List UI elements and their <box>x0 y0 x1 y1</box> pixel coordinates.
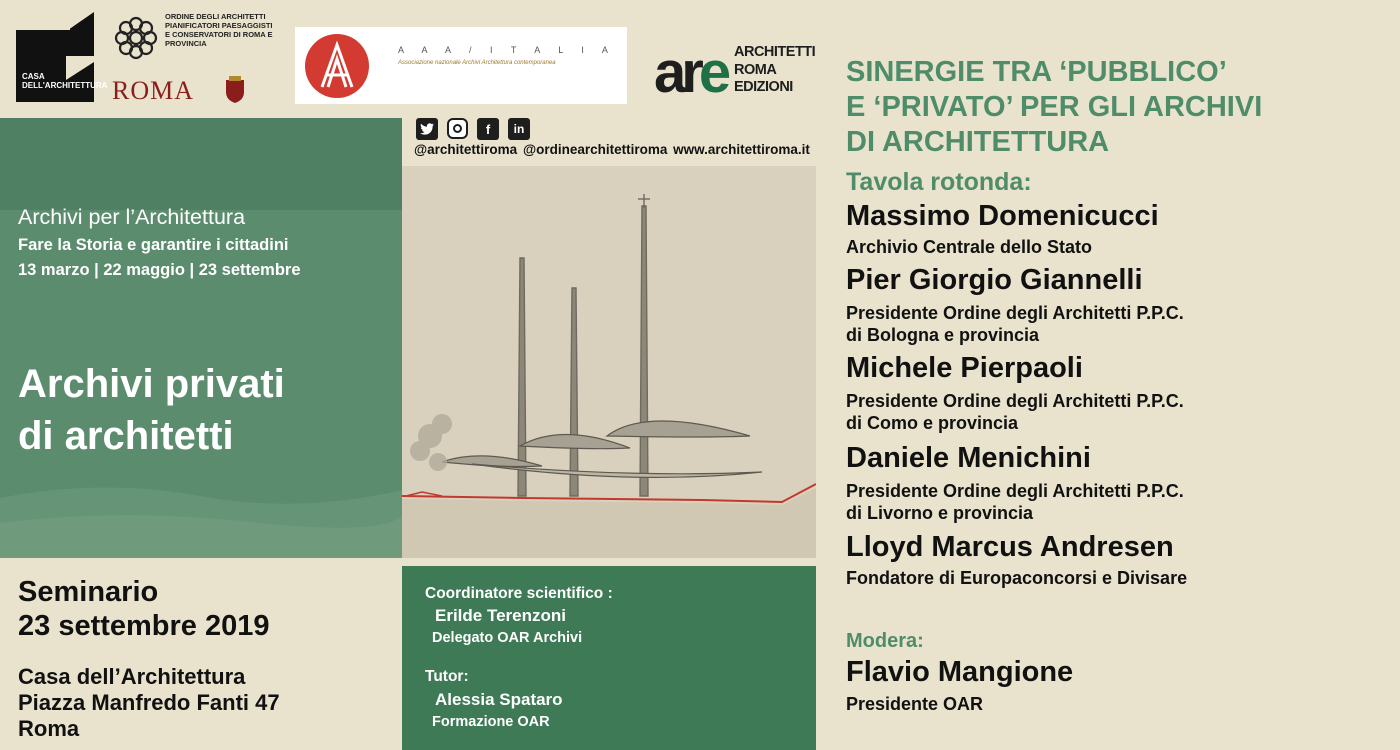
seminar-label: Seminario <box>18 576 159 608</box>
heading-line-2: E ‘PRIVATO’ PER GLI ARCHIVI <box>846 91 1263 123</box>
main-title-line-2: di architetti <box>18 414 234 458</box>
moderator-label: Modera: <box>846 630 924 652</box>
panel-wave-decoration <box>0 478 402 558</box>
moderator-name: Flavio Mangione <box>846 656 1074 688</box>
series-panel-top <box>0 118 402 210</box>
panelist-role-line: Fondatore di Europaconcorsi e Divisare <box>846 568 1188 588</box>
architectural-sketch-image <box>402 166 816 558</box>
roundtable-heading <box>846 55 1262 160</box>
series-panel <box>0 118 402 558</box>
are-edizioni-label <box>734 44 815 97</box>
coordinator-label: Coordinatore scientifico : <box>425 585 613 602</box>
tutor-name: Alessia Spataro <box>435 690 563 709</box>
panelist-role <box>846 390 1184 434</box>
main-title <box>18 358 285 462</box>
panelist-role-line: Presidente Ordine degli Architetti P.P.C. <box>846 303 1184 323</box>
panelist-name: Michele Pierpaoli <box>846 352 1083 384</box>
panelist-role <box>846 480 1184 524</box>
ordine-label: ORDINE DEGLI ARCHITETTI PIANIFICATORI PAESAGGISTI E CONSERVATORI DI ROMA E PROVINCIA <box>165 12 273 48</box>
aaa-italia-logo <box>304 33 370 99</box>
tutor-label: Tutor: <box>425 668 469 685</box>
twitter-icon[interactable] <box>416 118 438 140</box>
series-title: Archivi per l’Architettura <box>18 205 246 229</box>
are-line-1: ARCHITETTI <box>734 44 816 60</box>
main-title-line-1: Archivi privati <box>18 362 285 406</box>
aaa-italia-subtitle: Associazione nazionale Archivi Architettura contemporanea <box>398 60 556 66</box>
roma-crest-icon <box>224 76 246 104</box>
social-icons <box>416 118 530 140</box>
venue-city: Roma <box>18 716 80 741</box>
heading-line-3: DI ARCHITETTURA <box>846 126 1110 158</box>
panelist-role <box>846 236 1092 258</box>
venue-address: Piazza Manfredo Fanti 47 <box>18 690 280 715</box>
are-line-2: ROMA <box>734 61 777 78</box>
panelist-name: Lloyd Marcus Andresen <box>846 531 1174 563</box>
are-logo-e: e <box>698 40 727 105</box>
are-line-3: EDIZIONI <box>734 79 793 95</box>
venue-name: Casa dell’Architettura <box>18 664 246 689</box>
panelist-role-line: Presidente Ordine degli Architetti P.P.C. <box>846 481 1184 501</box>
seminar-date: 23 settembre 2019 <box>18 610 270 642</box>
tutor-role: Formazione OAR <box>432 714 550 730</box>
facebook-icon[interactable]: f <box>477 118 499 140</box>
coordinator-name: Erilde Terenzoni <box>435 606 566 625</box>
panelist-role <box>846 302 1184 346</box>
panelist-role-line: di Bologna e provincia <box>846 325 1040 345</box>
series-subtitle: Fare la Storia e garantire i cittadini <box>18 236 289 254</box>
panelist-name: Pier Giorgio Giannelli <box>846 264 1143 296</box>
casa-architettura-label: CASA DELL'ARCHITETTURA <box>22 72 108 90</box>
panelist-role-line: Archivio Centrale dello Stato <box>846 237 1093 257</box>
are-logo-ar: ar <box>654 40 699 105</box>
are-logo <box>654 40 727 105</box>
panelist-name: Daniele Menichini <box>846 442 1091 474</box>
roundtable-label: Tavola rotonda: <box>846 168 1032 196</box>
panelist-role-line: di Livorno e provincia <box>846 503 1034 523</box>
heading-line-1: SINERGIE TRA ‘PUBBLICO’ <box>846 56 1227 88</box>
linkedin-icon[interactable]: in <box>508 118 530 140</box>
coordinator-role: Delegato OAR Archivi <box>432 630 583 646</box>
social-handles[interactable]: @architettiroma @ordinearchitettiroma www.architettiroma.it <box>414 142 810 157</box>
panelist-role-line: di Como e provincia <box>846 413 1019 433</box>
moderator-role: Presidente OAR <box>846 694 984 714</box>
series-dates: 13 marzo | 22 maggio | 23 settembre <box>18 261 301 279</box>
instagram-icon[interactable] <box>447 118 468 139</box>
panelist-role <box>846 567 1187 589</box>
panelist-role-line: Presidente Ordine degli Architetti P.P.C. <box>846 391 1184 411</box>
panelist-name: Massimo Domenicucci <box>846 200 1159 232</box>
roma-label: ROMA <box>112 76 195 105</box>
ordine-rosette-icon <box>110 12 162 64</box>
aaa-italia-title: A A A / I T A L I A <box>398 45 616 55</box>
